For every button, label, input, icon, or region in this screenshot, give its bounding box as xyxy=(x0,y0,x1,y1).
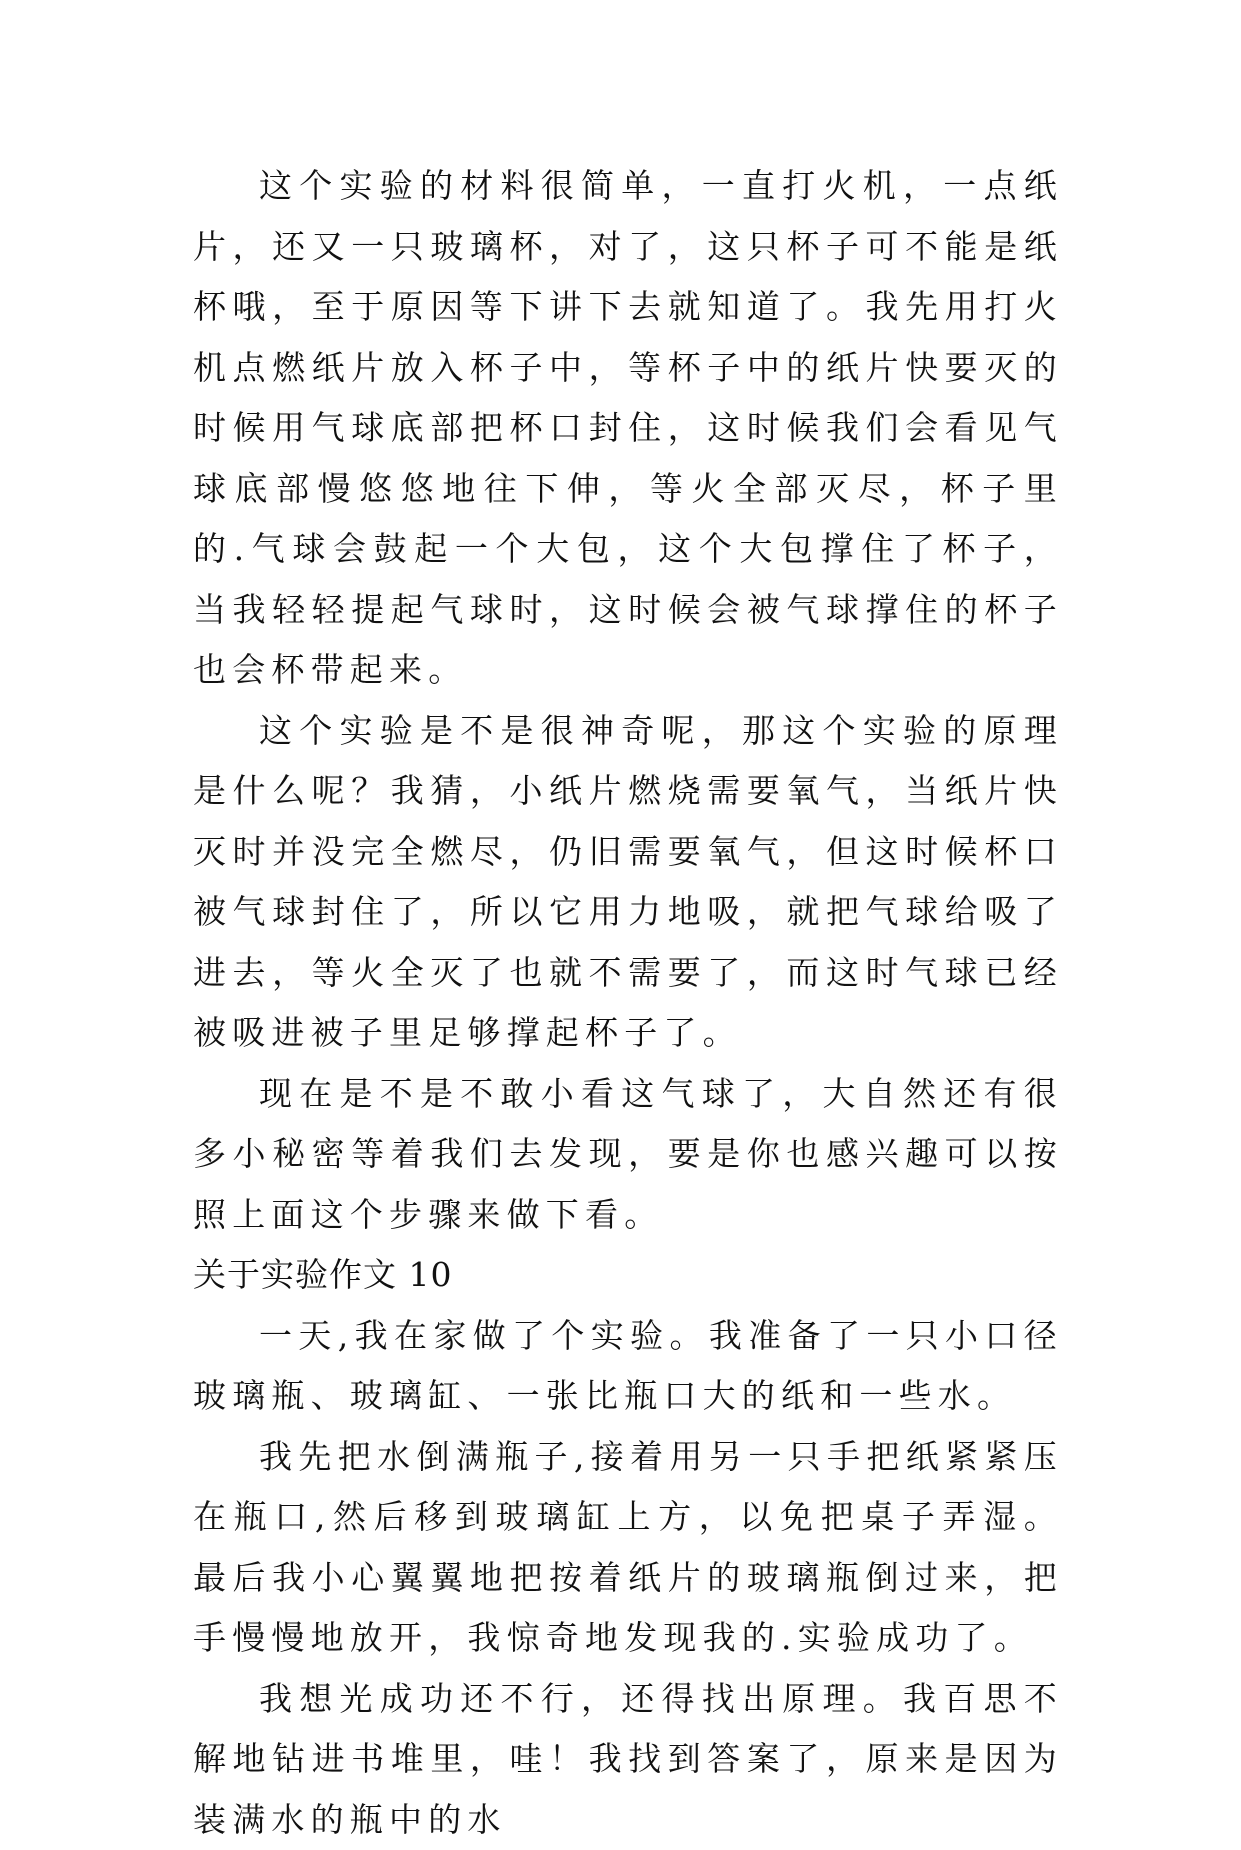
paragraph-finding-principle: 我想光成功还不行，还得找出原理。我百思不解地钻进书堆里，哇！我找到答案了，原来是因为装满水的瓶中的水 xyxy=(193,1669,1063,1850)
paragraph-conclusion: 现在是不是不敢小看这气球了，大自然还有很多小秘密等着我们去发现，要是你也感兴趣可以按照上面这个步骤来做下看。 xyxy=(193,1064,1063,1246)
paragraph-experiment-principle: 这个实验是不是很神奇呢，那这个实验的原理是什么呢？我猜，小纸片燃烧需要氧气，当纸片快灭时并没完全燃尽，仍旧需要氧气，但这时候杯口被气球封住了，所以它用力地吸，就把气球给吸了进去，等火全灭了也就不需要了，而这时气球已经被吸进被子里足够撑起杯子了。 xyxy=(193,701,1063,1064)
section-heading: 关于实验作文 10 xyxy=(193,1245,1063,1306)
document-body xyxy=(193,156,1063,1850)
paragraph-materials: 一天,我在家做了个实验。我准备了一只小口径玻璃瓶、玻璃缸、一张比瓶口大的纸和一些水。 xyxy=(193,1306,1063,1427)
paragraph-balloon-cup-experiment: 这个实验的材料很简单，一直打火机，一点纸片，还又一只玻璃杯，对了，这只杯子可不能是纸杯哦，至于原因等下讲下去就知道了。我先用打火机点燃纸片放入杯子中，等杯子中的纸片快要灭的时候用气球底部把杯口封住，这时候我们会看见气球底部慢悠悠地往下伸，等火全部灭尽，杯子里的.气球会鼓起一个大包，这个大包撑住了杯子，当我轻轻提起气球时，这时候会被气球撑住的杯子也会杯带起来。 xyxy=(193,156,1063,701)
paragraph-procedure: 我先把水倒满瓶子,接着用另一只手把纸紧紧压在瓶口,然后移到玻璃缸上方，以免把桌子弄湿。最后我小心翼翼地把按着纸片的玻璃瓶倒过来，把手慢慢地放开，我惊奇地发现我的.实验成功了。 xyxy=(193,1427,1063,1669)
